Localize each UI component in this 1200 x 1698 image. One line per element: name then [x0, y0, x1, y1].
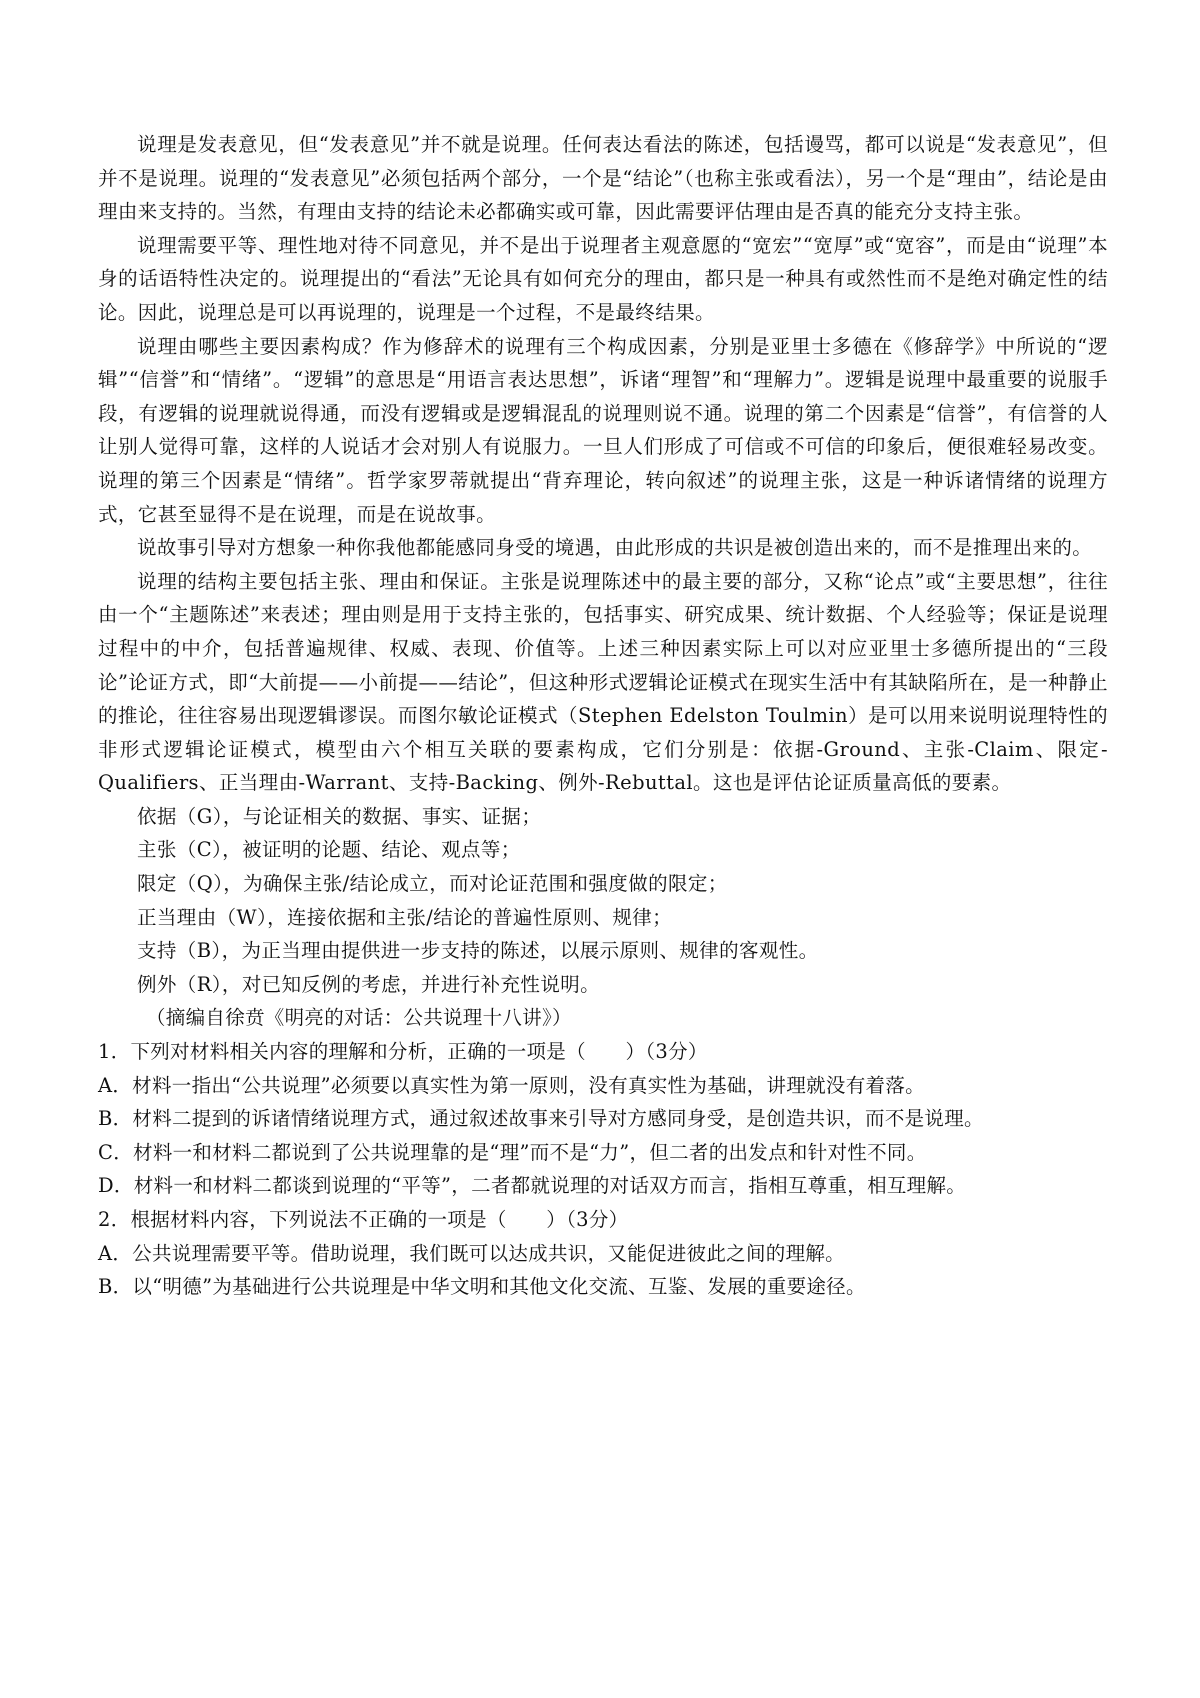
paragraph-4: 说故事引导对方想象一种你我他都能感同身受的境遇，由此形成的共识是被创造出来的，而不是推理出来的。: [137, 536, 1093, 560]
question-2-stem: 2．根据材料内容，下列说法不正确的一项是（ ）（3分）: [98, 1208, 629, 1231]
question-1-option-a: A．材料一指出“公共说理”必须要以真实性为第一原则，没有真实性为基础，讲理就没有着落。: [98, 1073, 925, 1097]
paragraph-2: 说理需要平等、理性地对待不同意见，并不是出于说理者主观意愿的“宽宏”“宽厚”或“宽容”，而是由“说理”本身的话语特性决定的。说理提出的“看法”无论具有如何充分的理由，都只是一种具有或然性而不是绝对确定性的结论。因此，说理总是可以再说理的，说理是一个过程，不是最终结果。: [98, 233, 1108, 324]
question-1-option-c: C．材料一和材料二都说到了公共说理靠的是“理”而不是“力”，但二者的出发点和针对性不同。: [98, 1140, 927, 1164]
question-1-option-b: B．材料二提到的诉诸情绪说理方式，通过叙述故事来引导对方感同身受，是创造共识，而不是说理。: [98, 1107, 984, 1131]
element-qualifiers: 限定（Q），为确保主张/结论成立，而对论证范围和强度做的限定；: [137, 872, 728, 896]
element-rebuttal: 例外（R），对已知反例的考虑，并进行补充性说明。: [137, 972, 601, 996]
question-2: [98, 1203, 1108, 1304]
paragraph-5: 说理的结构主要包括主张、理由和保证。主张是说理陈述中的最主要的部分，又称“论点”或“主要思想”，往往由一个“主题陈述”来表述；理由则是用于支持主张的，包括事实、研究成果、统计数据、个人经验等；保证是说理过程中的中介，包括普遍规律、权威、表现、价值等。上述三种因素实际上可以对应亚里士多德所提出的“三段论”论证方式，即“大前提——小前提——结论”，但这种形式逻辑论证模式在现实生活中有其缺陷所在，是一种静止的推论，往往容易出现逻辑谬误。而图尔敏论证模式（Stephen Edelston Toulmin）是可以用来说明说理特性的非形式逻辑论证模式，模型由六个相互关联的要素构成，它们分别是：依据-Ground、主张-Claim、限定-Qualifiers、正当理由-Warrant、支持-Backing、例外-Rebuttal。这也是评估论证质量高低的要素。: [98, 569, 1108, 795]
element-ground: 依据（G），与论证相关的数据、事实、证据；: [137, 804, 542, 828]
question-1-option-d: D．材料一和材料二都谈到说理的“平等”，二者都就说理的对话双方而言，指相互尊重，相互理解。: [98, 1174, 967, 1198]
question-2-option-a: A．公共说理需要平等。借助说理，我们既可以达成共识，又能促进彼此之间的理解。: [98, 1241, 845, 1265]
element-backing: 支持（B），为正当理由提供进一步支持的陈述，以展示原则、规律的客观性。: [137, 939, 819, 963]
element-claim: 主张（C），被证明的论题、结论、观点等；: [137, 838, 521, 862]
question-2-option-b: B．以“明德”为基础进行公共说理是中华文明和其他文化交流、互鉴、发展的重要途径。: [98, 1275, 866, 1299]
toulmin-elements-list: [98, 800, 1108, 1002]
element-warrant: 正当理由（W），连接依据和主张/结论的普遍性原则、规律；: [137, 905, 673, 929]
question-1: [98, 1035, 1108, 1203]
question-1-stem: 1．下列对材料相关内容的理解和分析，正确的一项是（ ）（3分）: [98, 1040, 708, 1064]
document-page: [98, 128, 1108, 1304]
paragraph-3: 说理由哪些主要因素构成？作为修辞术的说理有三个构成因素，分别是亚里士多德在《修辞学》中所说的“逻辑”“信誉”和“情绪”。“逻辑”的意思是“用语言表达思想”，诉诸“理智”和“理解力”。逻辑是说理中最重要的说服手段，有逻辑的说理就说得通，而没有逻辑或是逻辑混乱的说理则说不通。说理的第二个因素是“信誉”，有信誉的人让别人觉得可靠，这样的人说话才会对别人有说服力。一旦人们形成了可信或不可信的印象后，便很难轻易改变。说理的第三个因素是“情绪”。哲学家罗蒂就提出“背弃理论，转向叙述”的说理主张，这是一种诉诸情绪的说理方式，它甚至显得不是在说理，而是在说故事。: [98, 334, 1108, 526]
source-citation: （摘编自徐贲《明亮的对话：公共说理十八讲》）: [146, 1006, 572, 1030]
paragraph-1: 说理是发表意见，但“发表意见”并不就是说理。任何表达看法的陈述，包括谩骂，都可以说是“发表意见”，但并不是说理。说理的“发表意见”必须包括两个部分，一个是“结论”（也称主张或看法），另一个是“理由”，结论是由理由来支持的。当然，有理由支持的结论未必都确实或可靠，因此需要评估理由是否真的能充分支持主张。: [98, 133, 1108, 224]
